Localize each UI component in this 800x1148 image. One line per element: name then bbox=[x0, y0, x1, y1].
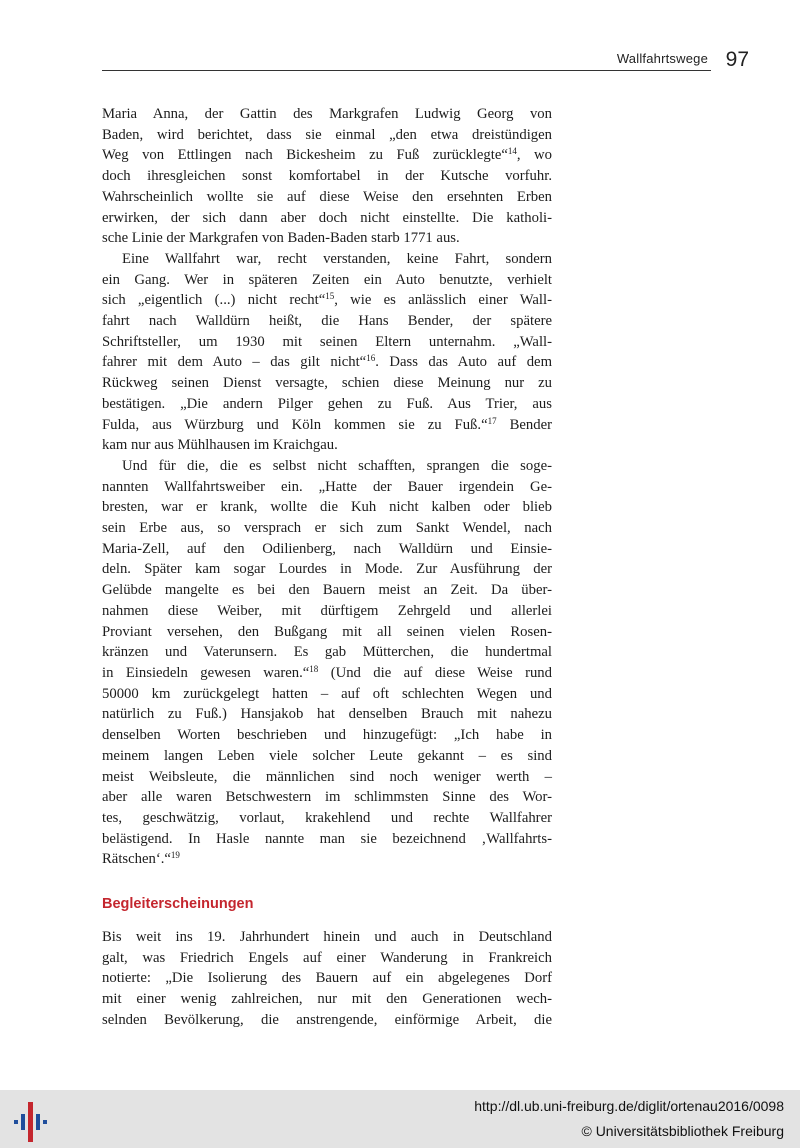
text-line: aber alle waren Betschwestern im schlimmsten Sinne des Wor- bbox=[102, 789, 552, 806]
footnote-ref: 19 bbox=[170, 850, 180, 861]
text-line: Proviant versehen, den Bußgang mit all seinen vielen Rosen- bbox=[102, 623, 552, 640]
text-line: bresten, war er krank, wollte die Kuh nicht kalben oder blieb bbox=[102, 499, 552, 516]
text-line: mit einer wenig zahlreichen, nur mit den Generationen wech- bbox=[102, 991, 552, 1008]
text-segment: (Und die auf diese Weise rund bbox=[318, 664, 552, 681]
text-line: selnden Bevölkerung, die anstrengende, einförmige Arbeit, die bbox=[102, 1011, 552, 1028]
text-line: belästigend. In Hasle nannte man sie bezeichnend ‚Wallfahrts- bbox=[102, 830, 552, 847]
running-title: Wallfahrtswege bbox=[616, 51, 708, 66]
text-line: 50000 km zurückgelegt hatten – auf oft schlechten Wegen und bbox=[102, 685, 552, 702]
paragraph bbox=[102, 104, 552, 249]
text-segment: . Dass das Auto auf dem bbox=[375, 354, 553, 371]
paragraph bbox=[102, 456, 552, 870]
text-segment: in Einsiedeln gewesen waren.“ bbox=[102, 664, 310, 681]
text-line: doch ihresgleichen sonst komfortabel in der Kutsche vorfuhr. bbox=[102, 168, 552, 185]
text-line: Rückweg seinen Dienst versagte, schien diese Meinung nur zu bbox=[102, 375, 552, 392]
text-line: Maria-Zell, auf den Odilienberg, nach Walldürn und Einsie- bbox=[102, 540, 552, 557]
text-line: erwirken, der sich dann aber doch nicht einstellte. Die katholi- bbox=[102, 209, 552, 226]
text-line: Bis weit ins 19. Jahrhundert hinein und auch in Deutschland bbox=[102, 929, 552, 945]
text-line bbox=[102, 663, 552, 684]
text-line: Schriftsteller, um 1930 mit seinen Eltern unternahm. „Wall- bbox=[102, 333, 552, 350]
footnote-ref: 18 bbox=[309, 663, 319, 674]
text-line: sche Linie der Markgrafen von Baden-Baden starb 1771 aus. bbox=[102, 230, 460, 247]
text-line: meist Weibsleute, die männlichen sind noch weniger werth – bbox=[102, 768, 552, 785]
text-line: deln. Später kam sogar Lourdes in Mode. Zur Ausführung der bbox=[102, 561, 552, 578]
text-line bbox=[102, 290, 552, 311]
text-line bbox=[102, 145, 552, 166]
text-line: nahmen diese Weiber, mit dürftigem Zehrgeld und allerlei bbox=[102, 602, 552, 619]
text-segment: Bender bbox=[496, 416, 552, 433]
text-line: galt, was Friedrich Engels auf einer Wanderung in Frankreich bbox=[102, 949, 552, 966]
body-text bbox=[102, 104, 552, 870]
page-number: 97 bbox=[725, 48, 749, 71]
text-line: Baden, wird berichtet, dass sie einmal „den etwa dreistündigen bbox=[102, 126, 552, 143]
text-line: kam nur aus Mühlhausen im Kraichgau. bbox=[102, 437, 338, 454]
text-line bbox=[102, 415, 552, 436]
text-segment: Fulda, aus Würzburg und Köln kommen sie zu Fuß.“ bbox=[102, 416, 488, 433]
copyright-notice: © Universitätsbibliothek Freiburg bbox=[581, 1123, 784, 1139]
text-segment: sich „eigentlich (...) nicht recht“ bbox=[102, 292, 326, 309]
text-line: bestätigen. „Die andern Pilger gehen zu Fuß. Aus Trier, aus bbox=[102, 395, 552, 412]
text-line: kränzen und Vaterunsern. Es gab Mütterchen, die hundertmal bbox=[102, 644, 552, 661]
text-line: Maria Anna, der Gattin des Markgrafen Ludwig Georg von bbox=[102, 106, 552, 122]
section-text bbox=[102, 927, 552, 1031]
paragraph bbox=[102, 927, 552, 1031]
text-line: ein Gang. Wer in späteren Zeiten ein Auto benutzte, verhielt bbox=[102, 271, 552, 288]
footnote-ref: 14 bbox=[507, 146, 517, 157]
footer-bar bbox=[0, 1090, 800, 1148]
text-line: natürlich zu Fuß.) Hansjakob hat denselben Brauch mit nahezu bbox=[102, 706, 552, 723]
text-line: denselben Worten beschrieben und hinzugefügt: „Ich habe in bbox=[102, 727, 552, 744]
text-line: notierte: „Die Isolierung des Bauern auf ein abgelegenes Dorf bbox=[102, 970, 552, 987]
text-line: Und für die, die es selbst nicht schafften, sprangen die soge- bbox=[122, 457, 552, 474]
text-segment: Rätschen‘.“ bbox=[102, 851, 171, 868]
text-segment: Weg von Ettlingen nach Bickesheim zu Fuß zurücklegte“ bbox=[102, 147, 508, 164]
text-line bbox=[102, 352, 552, 373]
section-heading: Begleiterscheinungen bbox=[102, 896, 254, 912]
footnote-ref: 15 bbox=[325, 291, 335, 302]
source-url-link[interactable]: http://dl.ub.uni-freiburg.de/diglit/ortenau2016/0098 bbox=[474, 1098, 784, 1114]
paragraph bbox=[102, 249, 552, 456]
library-logo-icon bbox=[12, 1098, 52, 1142]
text-line bbox=[102, 849, 552, 870]
footnote-ref: 17 bbox=[487, 415, 497, 426]
footnote-ref: 16 bbox=[366, 353, 376, 364]
text-line: meinem langen Leben viele solcher Leute gekannt – es sind bbox=[102, 747, 552, 764]
text-line: fahrt nach Walldürn heißt, die Hans Bender, der spätere bbox=[102, 313, 552, 330]
text-segment: , wie es anlässlich einer Wall- bbox=[334, 292, 552, 309]
text-line: nannten Wallfahrtsweiber ein. „Hatte der Bauer irgendein Ge- bbox=[102, 478, 552, 495]
text-line: Gelübde mangelte es bei den Bauern meist an Zeit. Da über- bbox=[102, 582, 552, 599]
text-line: Wahrscheinlich wollte sie auf diese Weise den ersehnten Erben bbox=[102, 188, 552, 205]
text-line: sein Erbe aus, so versprach er sich zum Sankt Wendel, nach bbox=[102, 520, 552, 537]
text-line: tes, geschwätzig, vorlaut, krakehlend und rechte Wallfahrer bbox=[102, 809, 552, 826]
text-line: Eine Wallfahrt war, recht verstanden, keine Fahrt, sondern bbox=[122, 250, 552, 267]
text-segment: fahrer mit dem Auto – das gilt nicht“ bbox=[102, 354, 367, 371]
header-rule bbox=[102, 70, 711, 71]
text-segment: , wo bbox=[516, 147, 552, 164]
